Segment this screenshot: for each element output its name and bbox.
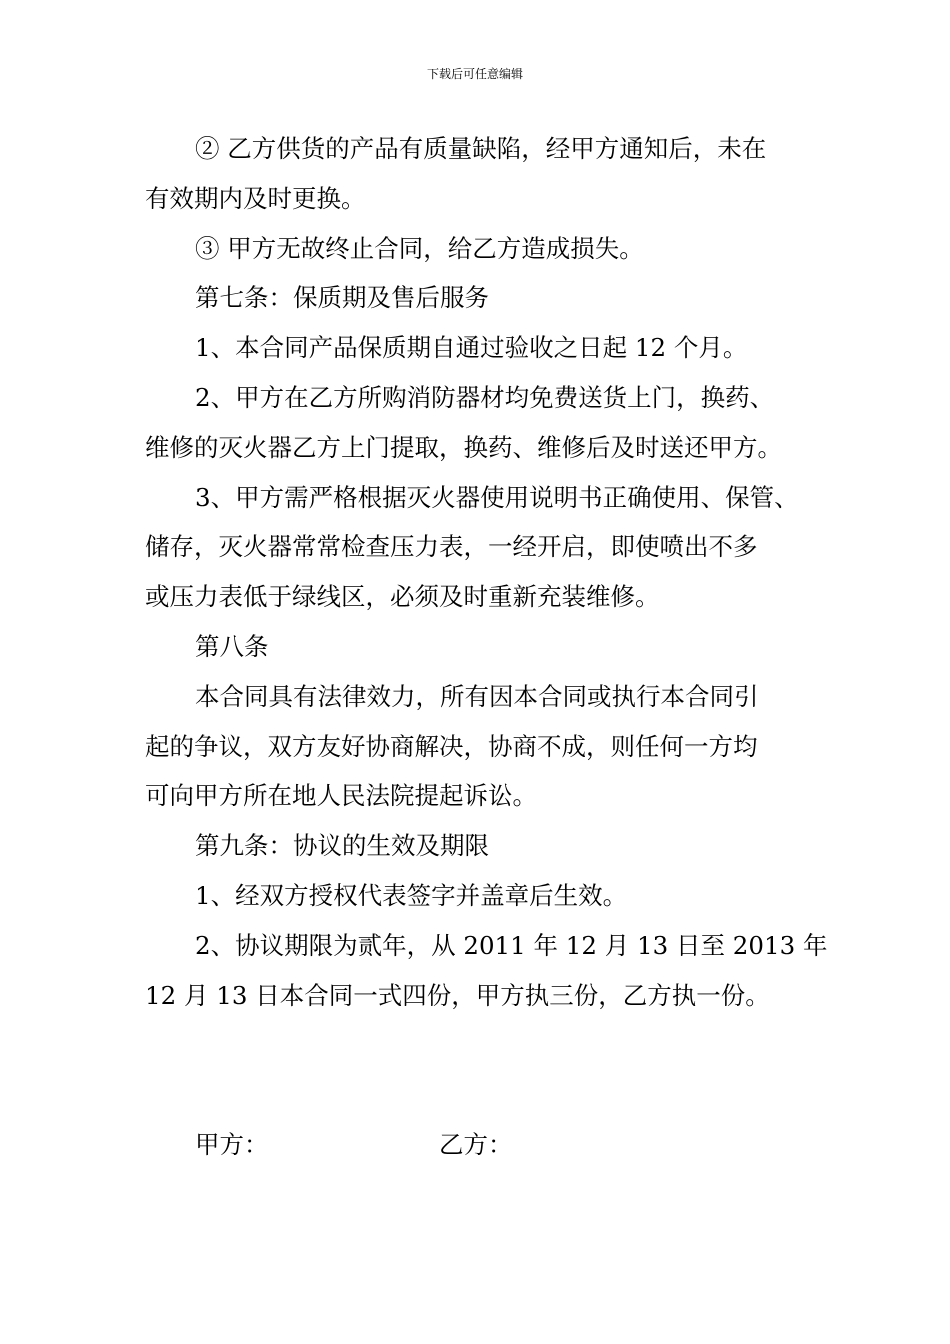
clause-line: 或压力表低于绿线区，必须及时重新充装维修。 (145, 582, 660, 612)
spacer (145, 1020, 825, 1120)
article-7-heading: 第七条：保质期及售后服务 (195, 283, 489, 313)
clause-line: 本合同具有法律效力，所有因本合同或执行本合同引 (195, 681, 759, 711)
party-a-signature-label: 甲方： (195, 1130, 269, 1160)
clause-line: 可向甲方所在地人民法院提起诉讼。 (145, 781, 537, 811)
article-8-heading: 第八条 (195, 631, 269, 661)
clause-line: 2、甲方在乙方所购消防器材均免费送货上门，换药、 (195, 382, 775, 412)
clause-line: 2、协议期限为贰年，从 2011 年 12 月 13 日至 2013 年 (195, 930, 828, 960)
clause-line: 储存，灭火器常常检查压力表，一经开启，即使喷出不多 (145, 532, 758, 562)
clause-line: 12 月 13 日本合同一式四份，甲方执三份，乙方执一份。 (145, 980, 770, 1010)
clause-line: 有效期内及时更换。 (145, 183, 366, 213)
clause-line: ③ 甲方无故终止合同，给乙方造成损失。 (195, 233, 644, 263)
clause-line: 起的争议，双方友好协商解决，协商不成，则任何一方均 (145, 731, 758, 761)
signature-block (145, 1120, 825, 1170)
clause-line: ② 乙方供货的产品有质量缺陷，经甲方通知后，未在 (195, 134, 767, 163)
clause-line: 维修的灭火器乙方上门提取，换药、维修后及时送还甲方。 (145, 432, 782, 462)
contract-body (145, 124, 828, 1170)
article-9-heading: 第九条：协议的生效及期限 (195, 831, 489, 861)
page-header-note: 下载后可任意编辑 (426, 67, 523, 81)
clause-line: 1、本合同产品保质期自通过验收之日起 12 个月。 (195, 333, 748, 363)
party-b-signature-label: 乙方： (439, 1130, 513, 1160)
clause-line: 1、经双方授权代表签字并盖章后生效。 (195, 880, 628, 910)
clause-line: 3、甲方需严格根据灭火器使用说明书正确使用、保管、 (195, 482, 799, 512)
